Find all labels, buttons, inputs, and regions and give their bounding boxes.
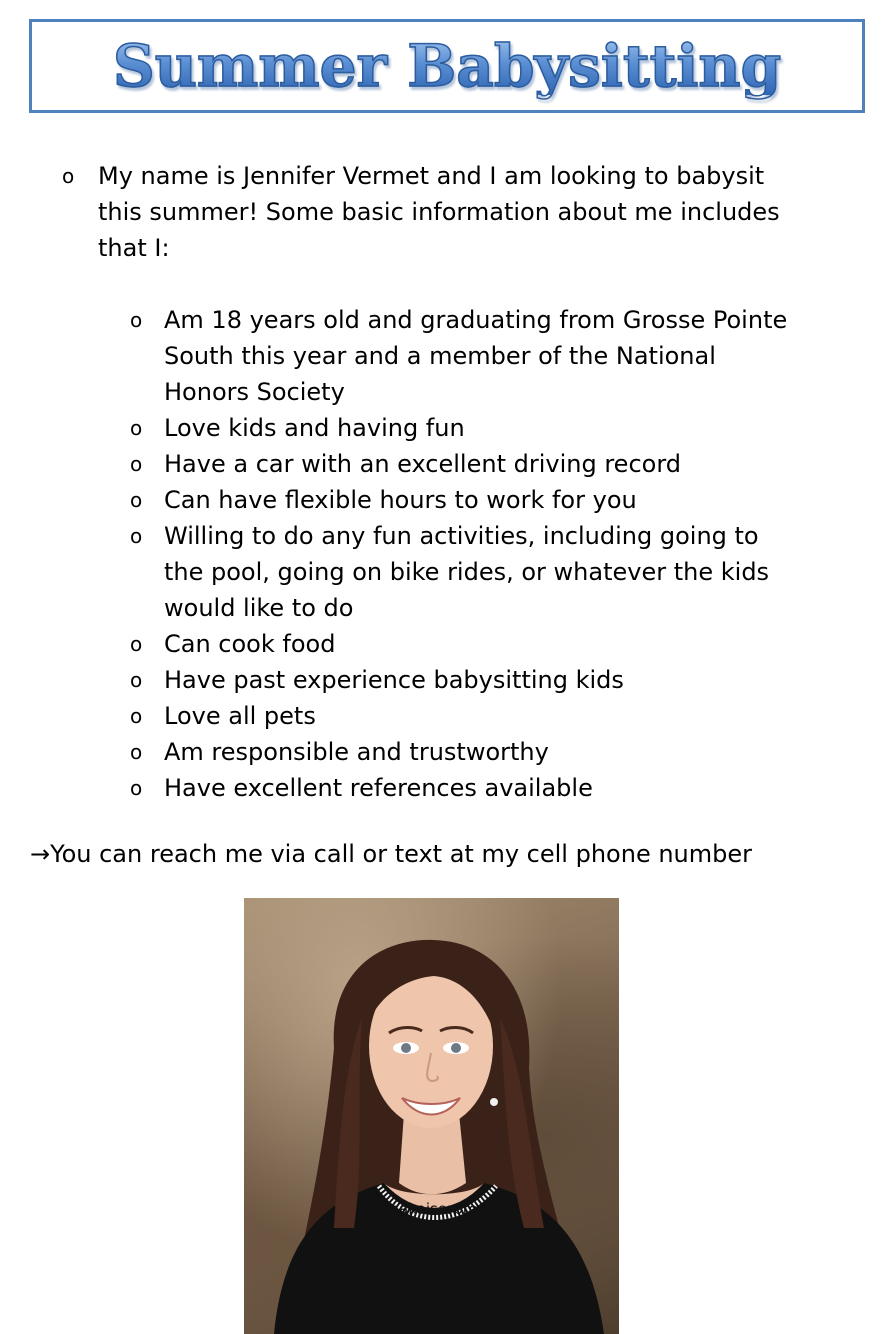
- list-item-line: Love all pets: [164, 702, 316, 730]
- list-item-line: Can have flexible hours to work for you: [164, 486, 637, 514]
- bullet-marker: o: [130, 740, 143, 764]
- contact-text: You can reach me via call or text at my cell phone number: [50, 840, 753, 868]
- bullet-marker: o: [130, 416, 143, 440]
- list-item-line: Love kids and having fun: [164, 414, 465, 442]
- list-item-line: Honors Society: [164, 378, 345, 406]
- list-item-line: Have past experience babysitting kids: [164, 666, 624, 694]
- intro-line: My name is Jennifer Vermet and I am looking to babysit: [98, 162, 765, 190]
- list-item-line: Am 18 years old and graduating from Grosse Pointe: [164, 306, 788, 334]
- bullet-marker: o: [130, 668, 143, 692]
- bullet-marker: o: [130, 488, 143, 512]
- portrait-illustration: [244, 898, 619, 1334]
- intro-lines: [98, 158, 780, 266]
- list-item-line: Can cook food: [164, 630, 336, 658]
- intro-line: this summer! Some basic information about me includes: [98, 198, 780, 226]
- list-item-line: South this year and a member of the National: [164, 342, 716, 370]
- list-item: [130, 662, 624, 698]
- list-item: [130, 410, 465, 446]
- title-box: [29, 19, 865, 113]
- bullet-marker: o: [130, 524, 143, 548]
- list-item: [130, 518, 769, 626]
- bullet-marker: o: [130, 704, 143, 728]
- page-title: Summer Babysitting: [112, 32, 782, 100]
- photo-watermark: danakaiserproof: [370, 1200, 493, 1218]
- bullet-marker: o: [130, 452, 143, 476]
- bullet-marker: o: [130, 308, 143, 332]
- list-item-line: Have a car with an excellent driving record: [164, 450, 681, 478]
- list-item: [130, 482, 637, 518]
- list-item: [130, 770, 593, 806]
- contact-line: [30, 836, 752, 872]
- list-item-line: Am responsible and trustworthy: [164, 738, 549, 766]
- list-item-line: Have excellent references available: [164, 774, 593, 802]
- intro-line: that I:: [98, 234, 170, 262]
- portrait-photo: [244, 898, 619, 1334]
- bullet-marker: o: [130, 776, 143, 800]
- list-item: [130, 446, 681, 482]
- list-item-line: Willing to do any fun activities, including going to: [164, 522, 759, 550]
- list-item: [130, 302, 787, 410]
- list-item: [130, 626, 335, 662]
- bullet-marker: o: [130, 632, 143, 656]
- list-item-line: would like to do: [164, 594, 354, 622]
- list-item: [130, 734, 549, 770]
- list-item-line: the pool, going on bike rides, or whatever the kids: [164, 558, 770, 586]
- bullet-marker: o: [62, 164, 75, 188]
- arrow-icon: →: [30, 840, 51, 868]
- list-item: [130, 698, 316, 734]
